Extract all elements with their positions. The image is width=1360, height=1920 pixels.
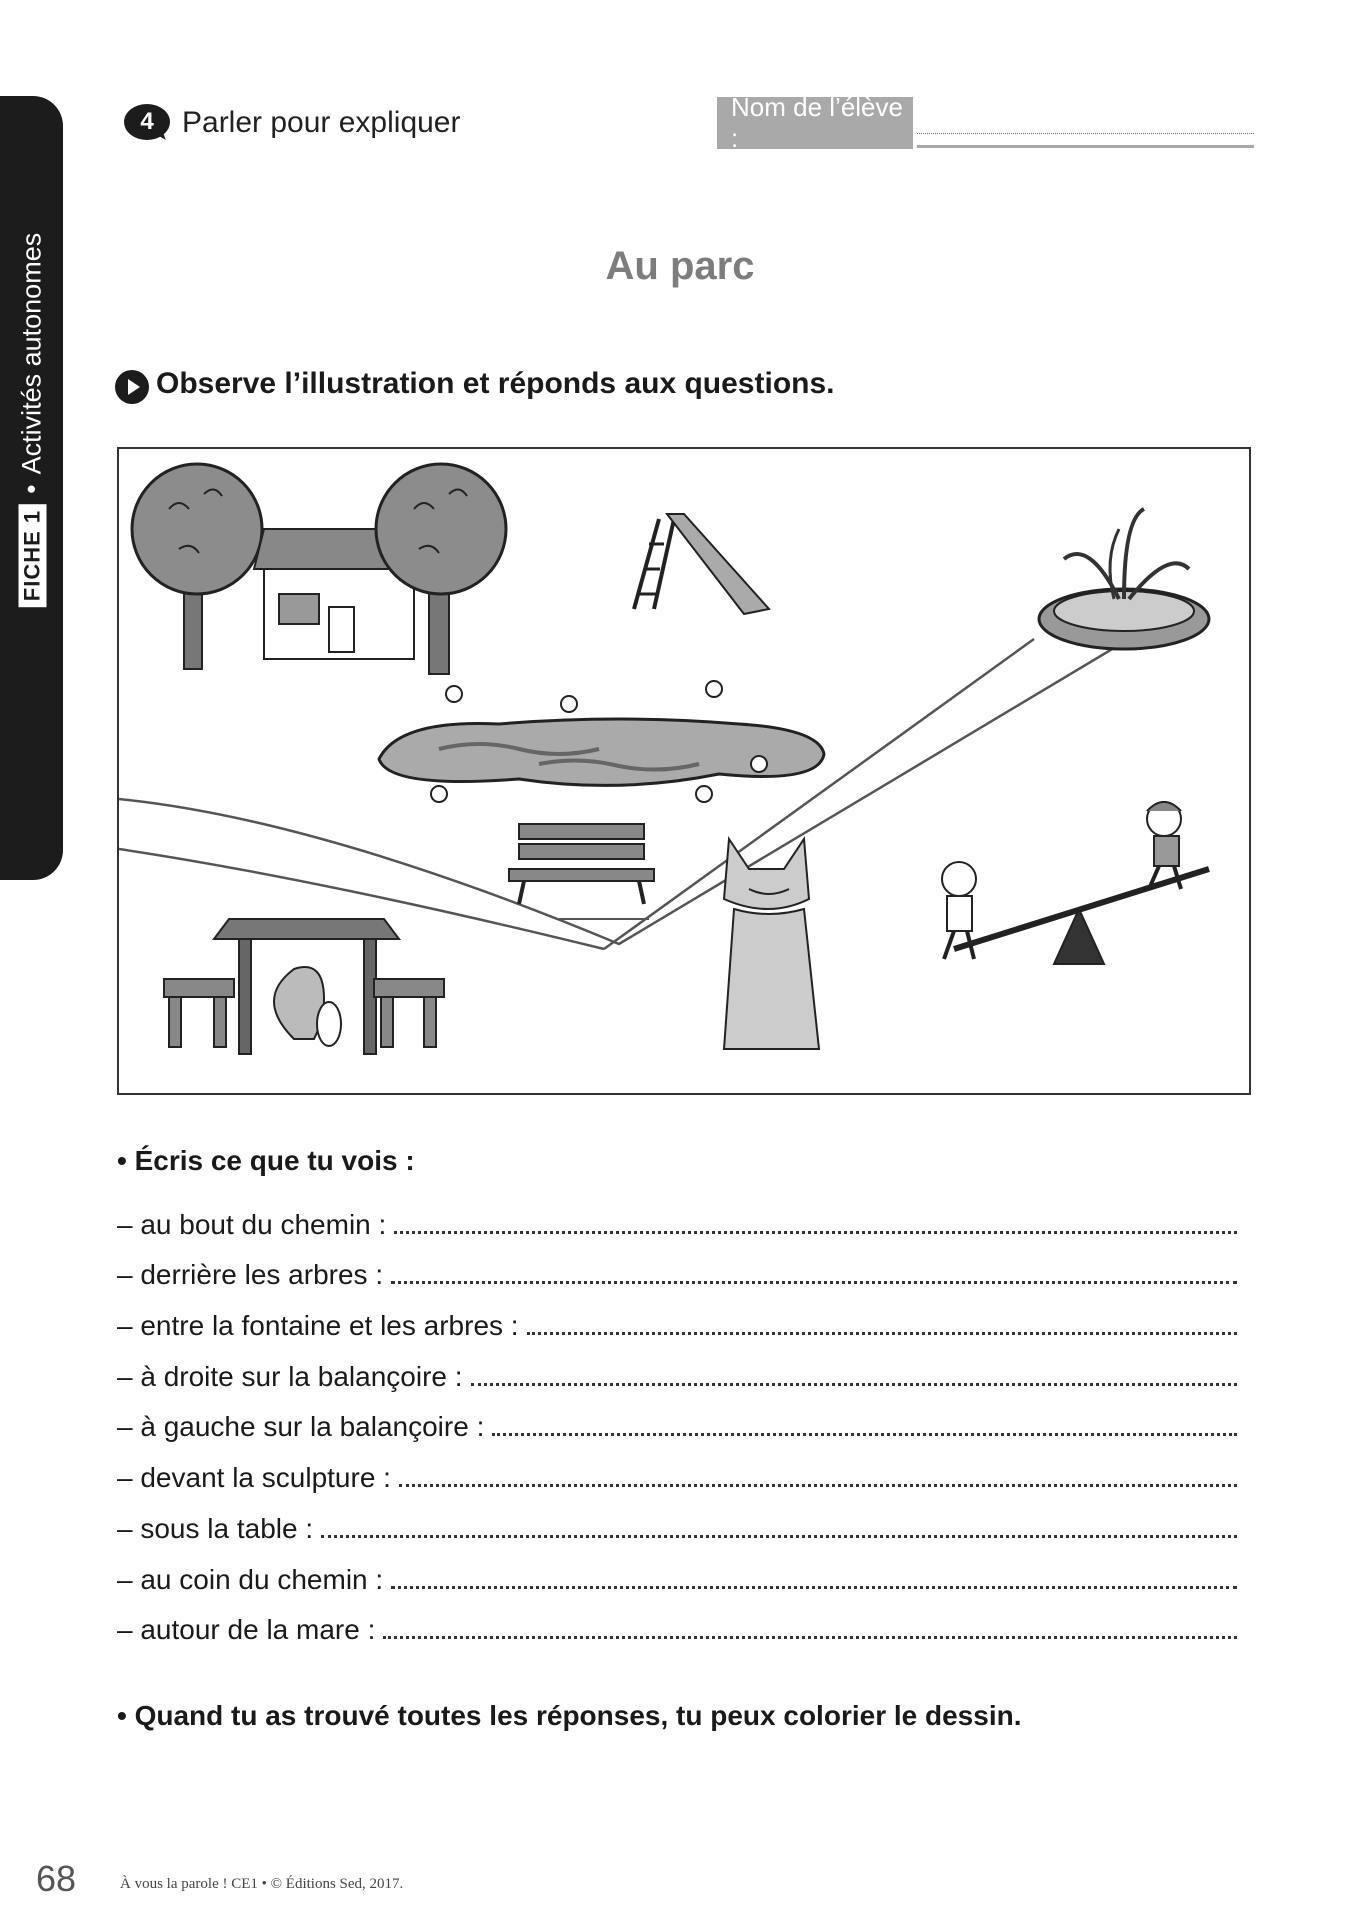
answer-line[interactable] [383,1636,1237,1639]
park-illustration-svg [119,449,1249,1093]
question-label: – entre la fontaine et les arbres : [117,1310,519,1342]
student-name-underline [917,145,1254,148]
seesaw-icon [954,869,1209,964]
section-title: Parler pour expliquer [182,106,461,139]
answer-line[interactable] [527,1332,1237,1335]
answer-line[interactable] [471,1383,1237,1386]
question-row [117,1342,1237,1393]
fiche-label: FICHE 1 [18,504,46,607]
answer-line[interactable] [394,1231,1237,1234]
question-row [117,1241,1237,1292]
question-label: – autour de la mare : [117,1614,376,1646]
play-icon [115,370,149,404]
slide-icon [634,514,769,614]
question-row [117,1190,1237,1241]
answer-line[interactable] [492,1433,1237,1436]
question-label: – sous la table : [117,1512,314,1544]
activity-label: Activités autonomes [16,232,47,475]
credit-line: À vous la parole ! CE1 • © Éditions Sed, 2017. [120,1876,404,1892]
answer-line[interactable] [399,1484,1237,1487]
question-label: – derrière les arbres : [117,1259,384,1291]
question-label: – devant la sculpture : [117,1462,391,1494]
question-row [117,1596,1237,1647]
question-label: – au bout du chemin : [117,1208,387,1240]
park-illustration [117,447,1251,1095]
tree-icon [132,464,262,669]
path-icon [119,639,1129,949]
page-number: 68 [36,1858,77,1899]
question-label: – au coin du chemin : [117,1563,384,1595]
side-bullet: • [16,484,47,494]
question-row [117,1545,1237,1596]
fox-statue-icon [724,839,819,1049]
child-icon [1147,802,1181,889]
question-row [117,1291,1237,1342]
section-number: 4 [140,108,154,135]
question-row [117,1393,1237,1444]
bench-icon [509,824,654,904]
instruction: Observe l’illustration et réponds aux questions. [156,367,835,400]
fountain-icon [1039,509,1209,649]
pond-icon [379,719,824,785]
question-row [117,1494,1237,1545]
final-note: • Quand tu as trouvé toutes les réponses, tu peux colorier le dessin. [117,1700,1022,1731]
student-name-field[interactable] [917,133,1254,134]
question-label: – à droite sur la balançoire : [117,1360,463,1392]
question-label: – à gauche sur la balançoire : [117,1411,485,1443]
answer-line[interactable] [391,1281,1237,1284]
answer-line[interactable] [321,1535,1237,1538]
questions-list [117,1190,1237,1646]
squirrel-icon [274,967,341,1046]
student-name-label: Nom de l’élève : [717,97,913,149]
answer-line[interactable] [391,1586,1237,1589]
question-row [117,1443,1237,1494]
questions-heading: • Écris ce que tu vois : [117,1145,415,1176]
page-title: Au parc [605,244,755,288]
section-number-badge [124,104,170,140]
